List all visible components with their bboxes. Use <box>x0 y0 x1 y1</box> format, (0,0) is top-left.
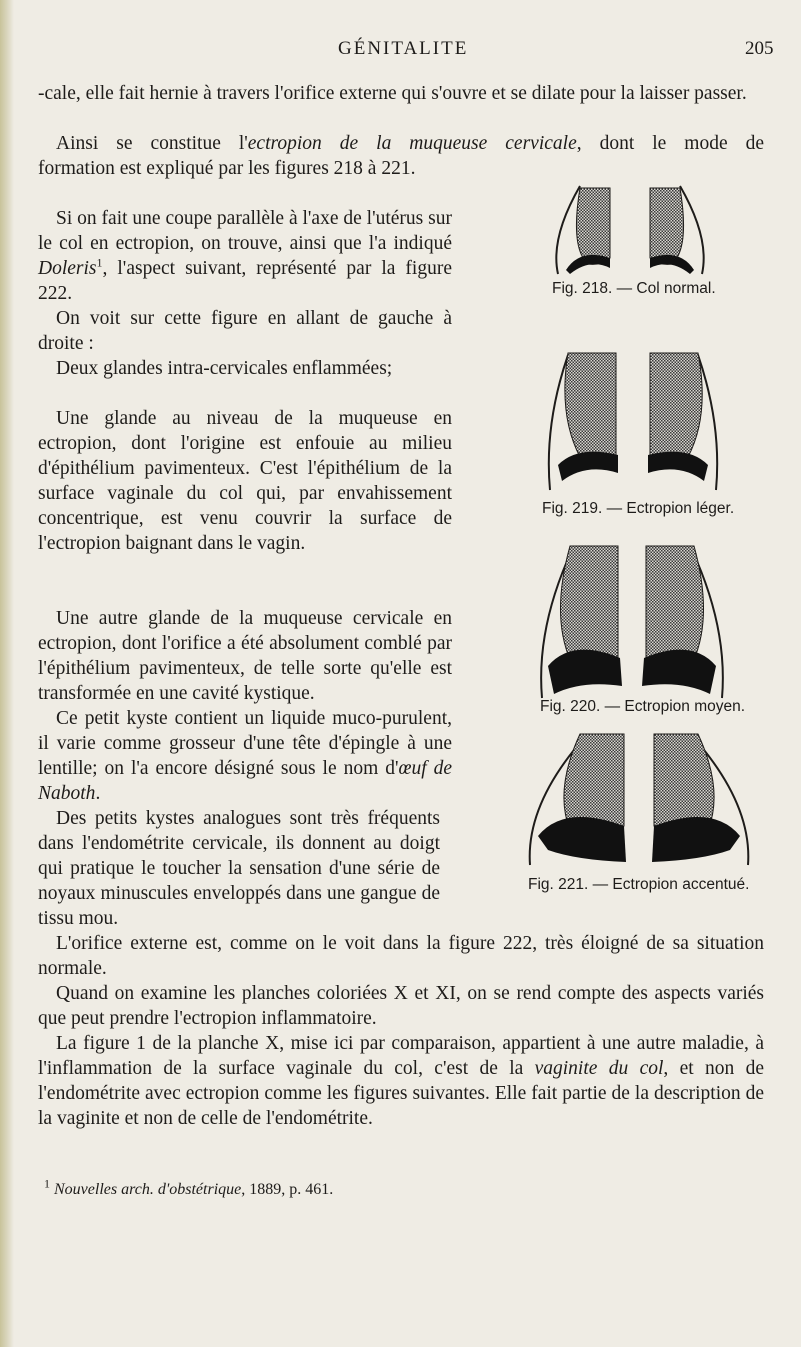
on-voit-paragraph: On voit sur cette figure en allant de gauche à droite : <box>38 308 452 354</box>
page-number: 205 <box>745 38 774 59</box>
planche-paragraph: La figure 1 de la planche X, mise ici par comparaison, appartient à une autre maladie, à l'inflammation de la surface vaginale du col, c'est de la vaginite du col, et non de l'endométrite avec ectropion comme les figures suivantes. Elle fait partie de la description de la vaginite et non de celle de l'endométrite. <box>38 1033 764 1129</box>
vaginite-term: vaginite du col <box>534 1058 664 1079</box>
oeuf-de-naboth-term: œuf de Naboth <box>38 758 452 804</box>
figure-219-illustration <box>538 345 728 495</box>
footnote <box>44 1176 334 1199</box>
running-title: GÉNITALITE <box>338 38 469 59</box>
page-edge-shadow <box>0 0 14 1347</box>
figure-218-caption: Fig. 218. — Col normal. <box>552 280 716 297</box>
author-doleris: Doleris <box>38 258 97 279</box>
ectropion-term: ectropion de la muqueuse cervicale <box>247 133 577 154</box>
figure-220-illustration <box>532 538 732 703</box>
quand-paragraph: Quand on examine les planches coloriées X et XI, on se rend compte des aspects variés que peut prendre l'ectropion inflammatoire. <box>38 983 764 1029</box>
ainsi-line-1: Ainsi se constitue l'ectropion de la muqueuse cervicale, dont le mode de <box>56 133 765 154</box>
figure-221-caption: Fig. 221. — Ectropion accentué. <box>528 876 750 893</box>
footnote-number: 1 <box>44 1176 50 1191</box>
petits-kystes-paragraph: Des petits kystes analogues sont très fréquents dans l'endométrite cervicale, ils donnent au doigt qui pratique le toucher la sensation d'une série de noyaux minuscules enveloppés dans une gangue de tissu mou. <box>38 808 440 929</box>
figure-220-caption: Fig. 220. — Ectropion moyen. <box>540 698 746 715</box>
orifice-paragraph: L'orifice externe est, comme on le voit dans la figure 222, très éloigné de sa situation normale. <box>38 933 764 979</box>
page-header <box>0 38 801 66</box>
footnote-source: Nouvelles arch. d'obstétrique <box>54 1181 242 1198</box>
footnote-ref: 1 <box>96 255 103 270</box>
ainsi-line-2: formation est expliqué par les figures 218 à 221. <box>38 158 416 179</box>
footnote-detail: , 1889, p. 461. <box>241 1181 334 1198</box>
figure-218-illustration <box>540 178 720 278</box>
kyste-paragraph: Ce petit kyste contient un liquide muco-purulent, il varie comme grosseur d'une tête d'épingle à une lentille; on l'a encore désigné sous le nom d'œuf de Naboth. <box>38 708 452 804</box>
figure-221-illustration <box>524 730 754 870</box>
figure-219-caption: Fig. 219. — Ectropion léger. <box>542 500 735 517</box>
une-glande-paragraph: Une glande au niveau de la muqueuse en ectropion, dont l'origine est enfouie au milieu d'épithélium pavimenteux. C'est l'épithélium de la surface vaginale du col qui, par envahissement concentrique, est venu couvrir la surface de l'ectropion baignant dans le vagin. <box>38 408 452 554</box>
intro-paragraph: -cale, elle fait hernie à travers l'orifice externe qui s'ouvre et se dilate pour la laisser passer. <box>38 83 747 104</box>
deux-glandes-paragraph: Deux glandes intra-cervicales enflammées; <box>56 358 393 379</box>
coupe-paragraph: Si on fait une coupe parallèle à l'axe de l'utérus sur le col en ectropion, on trouve, ainsi que l'a indiqué Doleris$^1$, l'aspect suivant, représenté par la figure 222. <box>38 208 452 304</box>
une-autre-paragraph: Une autre glande de la muqueuse cervicale en ectropion, dont l'orifice a été absolument comblé par l'épithélium pavimenteux, de telle sorte qu'elle est transformée en une cavité kystique. <box>38 608 452 704</box>
